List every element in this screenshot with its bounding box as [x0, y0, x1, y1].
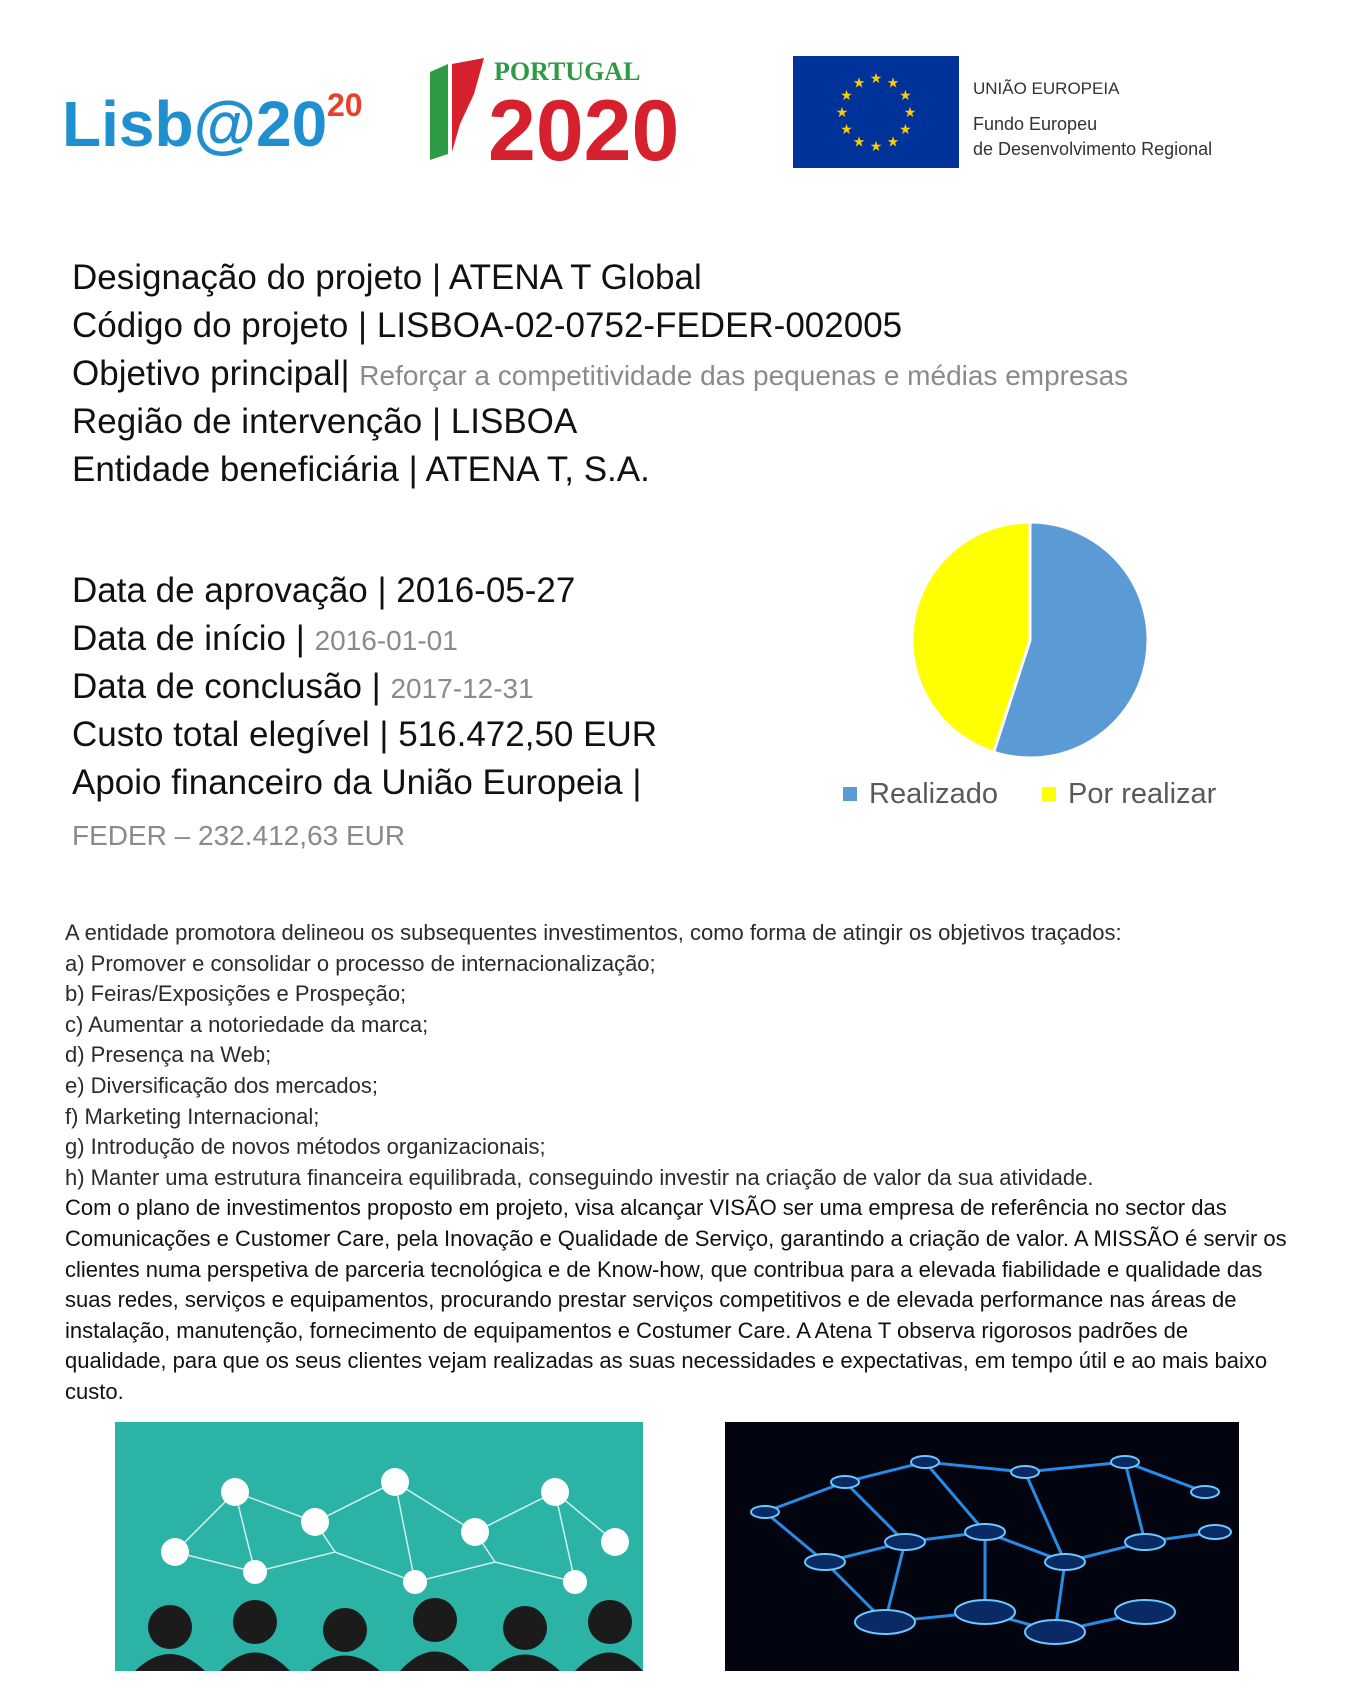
- field-value: 516.472,50 EUR: [398, 715, 658, 754]
- eu-star-icon: ★: [886, 75, 900, 92]
- eu-logo-line1: UNIÃO EUROPEIA: [973, 79, 1120, 98]
- legend-item-realizado: [843, 778, 998, 811]
- lisboa-logo-text: Lisb@20: [62, 88, 328, 158]
- eu-star-icon: ★: [840, 122, 853, 138]
- legend-item-por-realizar: [1042, 778, 1216, 811]
- project-beneficiary: [72, 450, 650, 490]
- list-item: f) Marketing Internacional;: [65, 1103, 320, 1129]
- eu-star-icon: ★: [840, 88, 853, 104]
- project-region: [72, 402, 577, 442]
- eu-star-icon: ★: [886, 134, 900, 151]
- legend-label: Realizado: [869, 777, 998, 810]
- field-label: Data de aprovação |: [72, 571, 397, 610]
- lisboa-2020-logo: [62, 78, 402, 158]
- project-designation: [72, 258, 702, 298]
- portugal-flag-red-icon: [452, 58, 484, 152]
- start-date: [72, 619, 458, 659]
- portugal-flag-green-icon: [430, 64, 448, 160]
- list-item: e) Diversificação dos mercados;: [65, 1072, 379, 1098]
- project-objective: [72, 354, 1128, 394]
- investment-description: [65, 918, 1295, 1408]
- legend-swatch: [843, 787, 857, 801]
- feder-amount: FEDER – 232.412,63 EUR: [72, 820, 406, 851]
- list-item: c) Aumentar a notoriedade da marca;: [65, 1011, 429, 1037]
- field-label: Objetivo principal|: [72, 354, 360, 393]
- field-label: Apoio financeiro da União Europeia |: [72, 763, 642, 802]
- list-item: a) Promover e consolidar o processo de internacionalização;: [65, 950, 656, 976]
- lisboa-logo-superscript: 20: [327, 87, 363, 123]
- eu-star-icon: ★: [852, 75, 866, 92]
- portugal-logo-title: PORTUGAL: [494, 57, 641, 86]
- field-label: Entidade beneficiária |: [72, 450, 426, 489]
- legend-label: Por realizar: [1068, 777, 1217, 810]
- field-label: Custo total elegível |: [72, 715, 399, 754]
- eu-star-icon: ★: [899, 122, 912, 138]
- end-date: [72, 667, 534, 707]
- intro-text: A entidade promotora delineou os subsequentes investimentos, como forma de atingir os objetivos traçados:: [65, 920, 1122, 945]
- eu-logo-line3: de Desenvolvimento Regional: [973, 139, 1213, 159]
- field-label: Designação do projeto |: [72, 258, 449, 297]
- field-value: 2017-12-31: [390, 673, 534, 704]
- eu-star-icon: ★: [835, 105, 849, 121]
- eu-logo-line2: Fundo Europeu: [973, 114, 1098, 134]
- list-item: d) Presença na Web;: [65, 1042, 272, 1068]
- field-value: LISBOA: [450, 402, 578, 441]
- project-code: [72, 306, 902, 346]
- field-value: ATENA T Global: [448, 258, 702, 297]
- field-label: Data de início |: [72, 619, 315, 658]
- eu-support: [72, 763, 641, 803]
- portugal-logo-year: 2020: [488, 83, 680, 170]
- list-item: h) Manter uma estrutura financeira equilibrada, conseguindo investir na criação de valor da sua atividade.: [65, 1164, 1094, 1190]
- eu-feder-logo: [793, 56, 1263, 168]
- chart-legend: [843, 776, 1252, 811]
- eu-star-icon: ★: [869, 71, 883, 87]
- eu-star-icon: ★: [852, 134, 866, 151]
- network-nodes-image: [725, 1422, 1239, 1671]
- field-value: ATENA T, S.A.: [425, 450, 650, 489]
- eu-star-icon: ★: [869, 139, 883, 155]
- field-value: Reforçar a competitividade das pequenas e médias empresas: [359, 360, 1129, 391]
- approval-date: [72, 571, 575, 611]
- field-value: 2016-05-27: [396, 571, 576, 610]
- list-item: b) Feiras/Exposições e Prospeção;: [65, 981, 407, 1007]
- field-label: Data de conclusão |: [72, 667, 391, 706]
- eu-star-icon: ★: [903, 105, 917, 121]
- field-value: LISBOA-02-0752-FEDER-002005: [376, 306, 903, 345]
- total-cost: [72, 715, 657, 755]
- eu-star-icon: ★: [899, 88, 912, 104]
- portugal-2020-logo: [430, 52, 750, 170]
- field-label: Região de intervenção |: [72, 402, 451, 441]
- field-value: 2016-01-01: [314, 625, 458, 656]
- legend-swatch: [1042, 787, 1056, 801]
- field-label: Código do projeto |: [72, 306, 377, 345]
- people-ideas-illustration: [115, 1422, 643, 1671]
- pie-chart: [880, 490, 1180, 790]
- list-item: g) Introdução de novos métodos organizacionais;: [65, 1134, 546, 1160]
- vision-mission-paragraph: Com o plano de investimentos proposto em projeto, visa alcançar VISÃO ser uma empresa de referência no sector das Comunicações e Customer Care, pela Inovação e Qualidade de Serviço, garantindo a criação de valor. A MISSÃO é servir os clientes numa perspetiva de parceria tecnológica e de Know-how, que contribua para a elevada fiabilidade e qualidade das suas redes, serviços e equipamentos, procurando prestar serviços competitivos e de elevada performance nas áreas de instalação, manutenção, fornecimento de equipamentos e Costumer Care. A Atena T observa rigorosos padrões de qualidade, para que os seus clientes vejam realizadas as suas necessidades e expectativas, em tempo útil e ao mais baixo custo.: [65, 1195, 1287, 1404]
